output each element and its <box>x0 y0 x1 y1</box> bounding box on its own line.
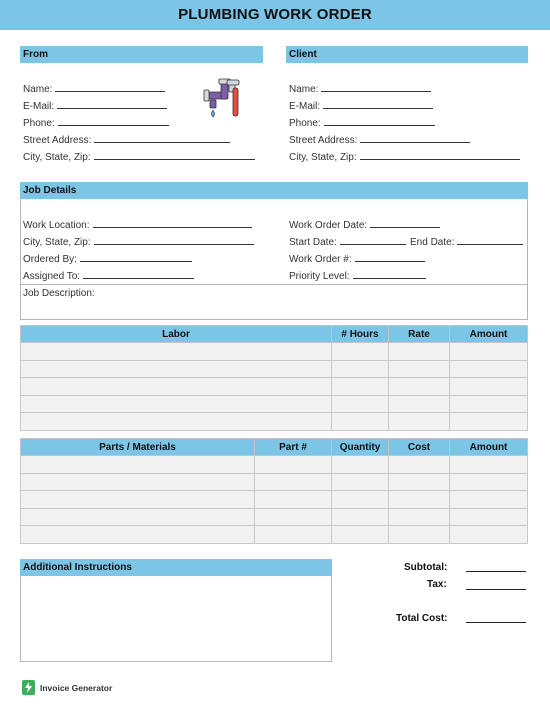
table-cell[interactable] <box>21 473 255 491</box>
parts-table <box>20 438 528 544</box>
field-label: City, State, Zip: <box>23 152 91 163</box>
job-details-header: Job Details <box>20 182 528 199</box>
parts-column-header: Parts / Materials <box>21 439 255 456</box>
field-label: Work Location: <box>23 220 90 231</box>
table-cell[interactable] <box>332 508 389 526</box>
table-cell[interactable] <box>21 378 332 396</box>
table-row <box>21 343 528 361</box>
table-cell[interactable] <box>21 508 255 526</box>
table-row <box>21 491 528 509</box>
labor-column-header: Labor <box>21 326 332 343</box>
table-cell[interactable] <box>450 491 528 509</box>
table-row <box>21 508 528 526</box>
table-cell[interactable] <box>332 491 389 509</box>
from-email-field[interactable] <box>23 100 167 113</box>
table-row <box>21 456 528 474</box>
table-cell[interactable] <box>255 491 332 509</box>
table-cell[interactable] <box>332 526 389 544</box>
footer-brand <box>22 680 112 695</box>
labor-table <box>20 325 528 431</box>
ordered-by-field[interactable] <box>23 253 192 266</box>
from-header: From <box>20 46 263 63</box>
assigned-to-field[interactable] <box>23 270 194 283</box>
table-cell[interactable] <box>255 508 332 526</box>
start-date-field[interactable] <box>289 236 406 249</box>
field-label: Name: <box>289 84 319 95</box>
client-street-field[interactable] <box>289 134 470 147</box>
from-name-field[interactable] <box>23 83 165 96</box>
cost-column-header: Cost <box>389 439 450 456</box>
quantity-column-header: Quantity <box>332 439 389 456</box>
tax-value-line[interactable] <box>466 589 526 590</box>
job-description-divider <box>20 284 528 285</box>
field-label: Start Date: <box>289 237 337 248</box>
table-cell[interactable] <box>450 378 528 396</box>
table-row <box>21 473 528 491</box>
table-cell[interactable] <box>21 491 255 509</box>
field-label: City, State, Zip: <box>289 152 357 163</box>
subtotal-value-line[interactable] <box>466 571 526 572</box>
table-cell[interactable] <box>332 395 389 413</box>
amount-column-header: Amount <box>450 326 528 343</box>
field-label: Phone: <box>289 118 321 129</box>
table-cell[interactable] <box>389 508 450 526</box>
footer-brand-text: Invoice Generator <box>40 682 113 693</box>
table-cell[interactable] <box>21 413 332 431</box>
work-location-field[interactable] <box>23 219 252 232</box>
table-cell[interactable] <box>389 526 450 544</box>
job-description-field[interactable] <box>23 288 95 300</box>
table-row <box>21 395 528 413</box>
field-label: Phone: <box>23 118 55 129</box>
additional-instructions-header: Additional Instructions <box>20 559 332 576</box>
job-details-box <box>20 182 528 320</box>
end-date-field[interactable] <box>410 236 523 249</box>
client-header: Client <box>286 46 528 63</box>
field-label: Street Address: <box>289 135 358 146</box>
client-city-field[interactable] <box>289 151 520 164</box>
table-cell[interactable] <box>332 413 389 431</box>
table-cell[interactable] <box>450 456 528 474</box>
work-order-number-field[interactable] <box>289 253 425 266</box>
table-cell[interactable] <box>389 343 450 361</box>
client-phone-field[interactable] <box>289 117 435 130</box>
table-cell[interactable] <box>21 360 332 378</box>
field-label: Work Order Date: <box>289 220 368 231</box>
field-label: Work Order #: <box>289 254 352 265</box>
table-cell[interactable] <box>389 491 450 509</box>
client-email-field[interactable] <box>289 100 433 113</box>
table-cell[interactable] <box>389 395 450 413</box>
from-city-field[interactable] <box>23 151 255 164</box>
field-label: Job Description: <box>23 288 95 299</box>
field-label: Street Address: <box>23 135 92 146</box>
plumbing-pipe-icon <box>203 78 243 120</box>
page-title: PLUMBING WORK ORDER <box>178 6 372 23</box>
table-cell[interactable] <box>332 456 389 474</box>
table-cell[interactable] <box>389 456 450 474</box>
rate-column-header: Rate <box>389 326 450 343</box>
field-label: Ordered By: <box>23 254 77 265</box>
field-label: City, State, Zip: <box>23 237 91 248</box>
lightning-logo-icon <box>22 680 35 695</box>
table-cell[interactable] <box>255 456 332 474</box>
table-cell[interactable] <box>450 395 528 413</box>
part-number-column-header: Part # <box>255 439 332 456</box>
total-cost-label: Total Cost: <box>396 613 448 624</box>
table-cell[interactable] <box>332 360 389 378</box>
title-bar <box>0 0 550 30</box>
field-label: End Date: <box>410 237 455 248</box>
table-cell[interactable] <box>450 473 528 491</box>
table-cell[interactable] <box>450 343 528 361</box>
hours-column-header: # Hours <box>332 326 389 343</box>
table-cell[interactable] <box>21 343 332 361</box>
table-row <box>21 526 528 544</box>
table-row <box>21 413 528 431</box>
table-cell[interactable] <box>389 378 450 396</box>
client-name-field[interactable] <box>289 83 431 96</box>
field-label: E-Mail: <box>289 101 321 112</box>
field-label: Assigned To: <box>23 271 81 282</box>
table-cell[interactable] <box>450 413 528 431</box>
table-row <box>21 360 528 378</box>
field-label: Priority Level: <box>289 271 350 282</box>
table-cell[interactable] <box>450 508 528 526</box>
table-cell[interactable] <box>21 526 255 544</box>
table-cell[interactable] <box>332 378 389 396</box>
tax-label: Tax: <box>427 579 447 590</box>
table-cell[interactable] <box>450 526 528 544</box>
table-cell[interactable] <box>255 526 332 544</box>
job-city-field[interactable] <box>23 236 254 249</box>
table-cell[interactable] <box>332 343 389 361</box>
table-cell[interactable] <box>21 395 332 413</box>
table-row <box>21 378 528 396</box>
parts-amount-column-header: Amount <box>450 439 528 456</box>
work-order-date-field[interactable] <box>289 219 440 232</box>
field-label: E-Mail: <box>23 101 55 112</box>
from-street-field[interactable] <box>23 134 230 147</box>
table-cell[interactable] <box>389 473 450 491</box>
table-cell[interactable] <box>389 360 450 378</box>
table-cell[interactable] <box>21 456 255 474</box>
table-cell[interactable] <box>389 413 450 431</box>
priority-level-field[interactable] <box>289 270 426 283</box>
table-cell[interactable] <box>450 360 528 378</box>
subtotal-label: Subtotal: <box>404 562 448 573</box>
from-phone-field[interactable] <box>23 117 169 130</box>
total-cost-value-line[interactable] <box>466 622 526 623</box>
field-label: Name: <box>23 84 53 95</box>
table-cell[interactable] <box>255 473 332 491</box>
table-cell[interactable] <box>332 473 389 491</box>
